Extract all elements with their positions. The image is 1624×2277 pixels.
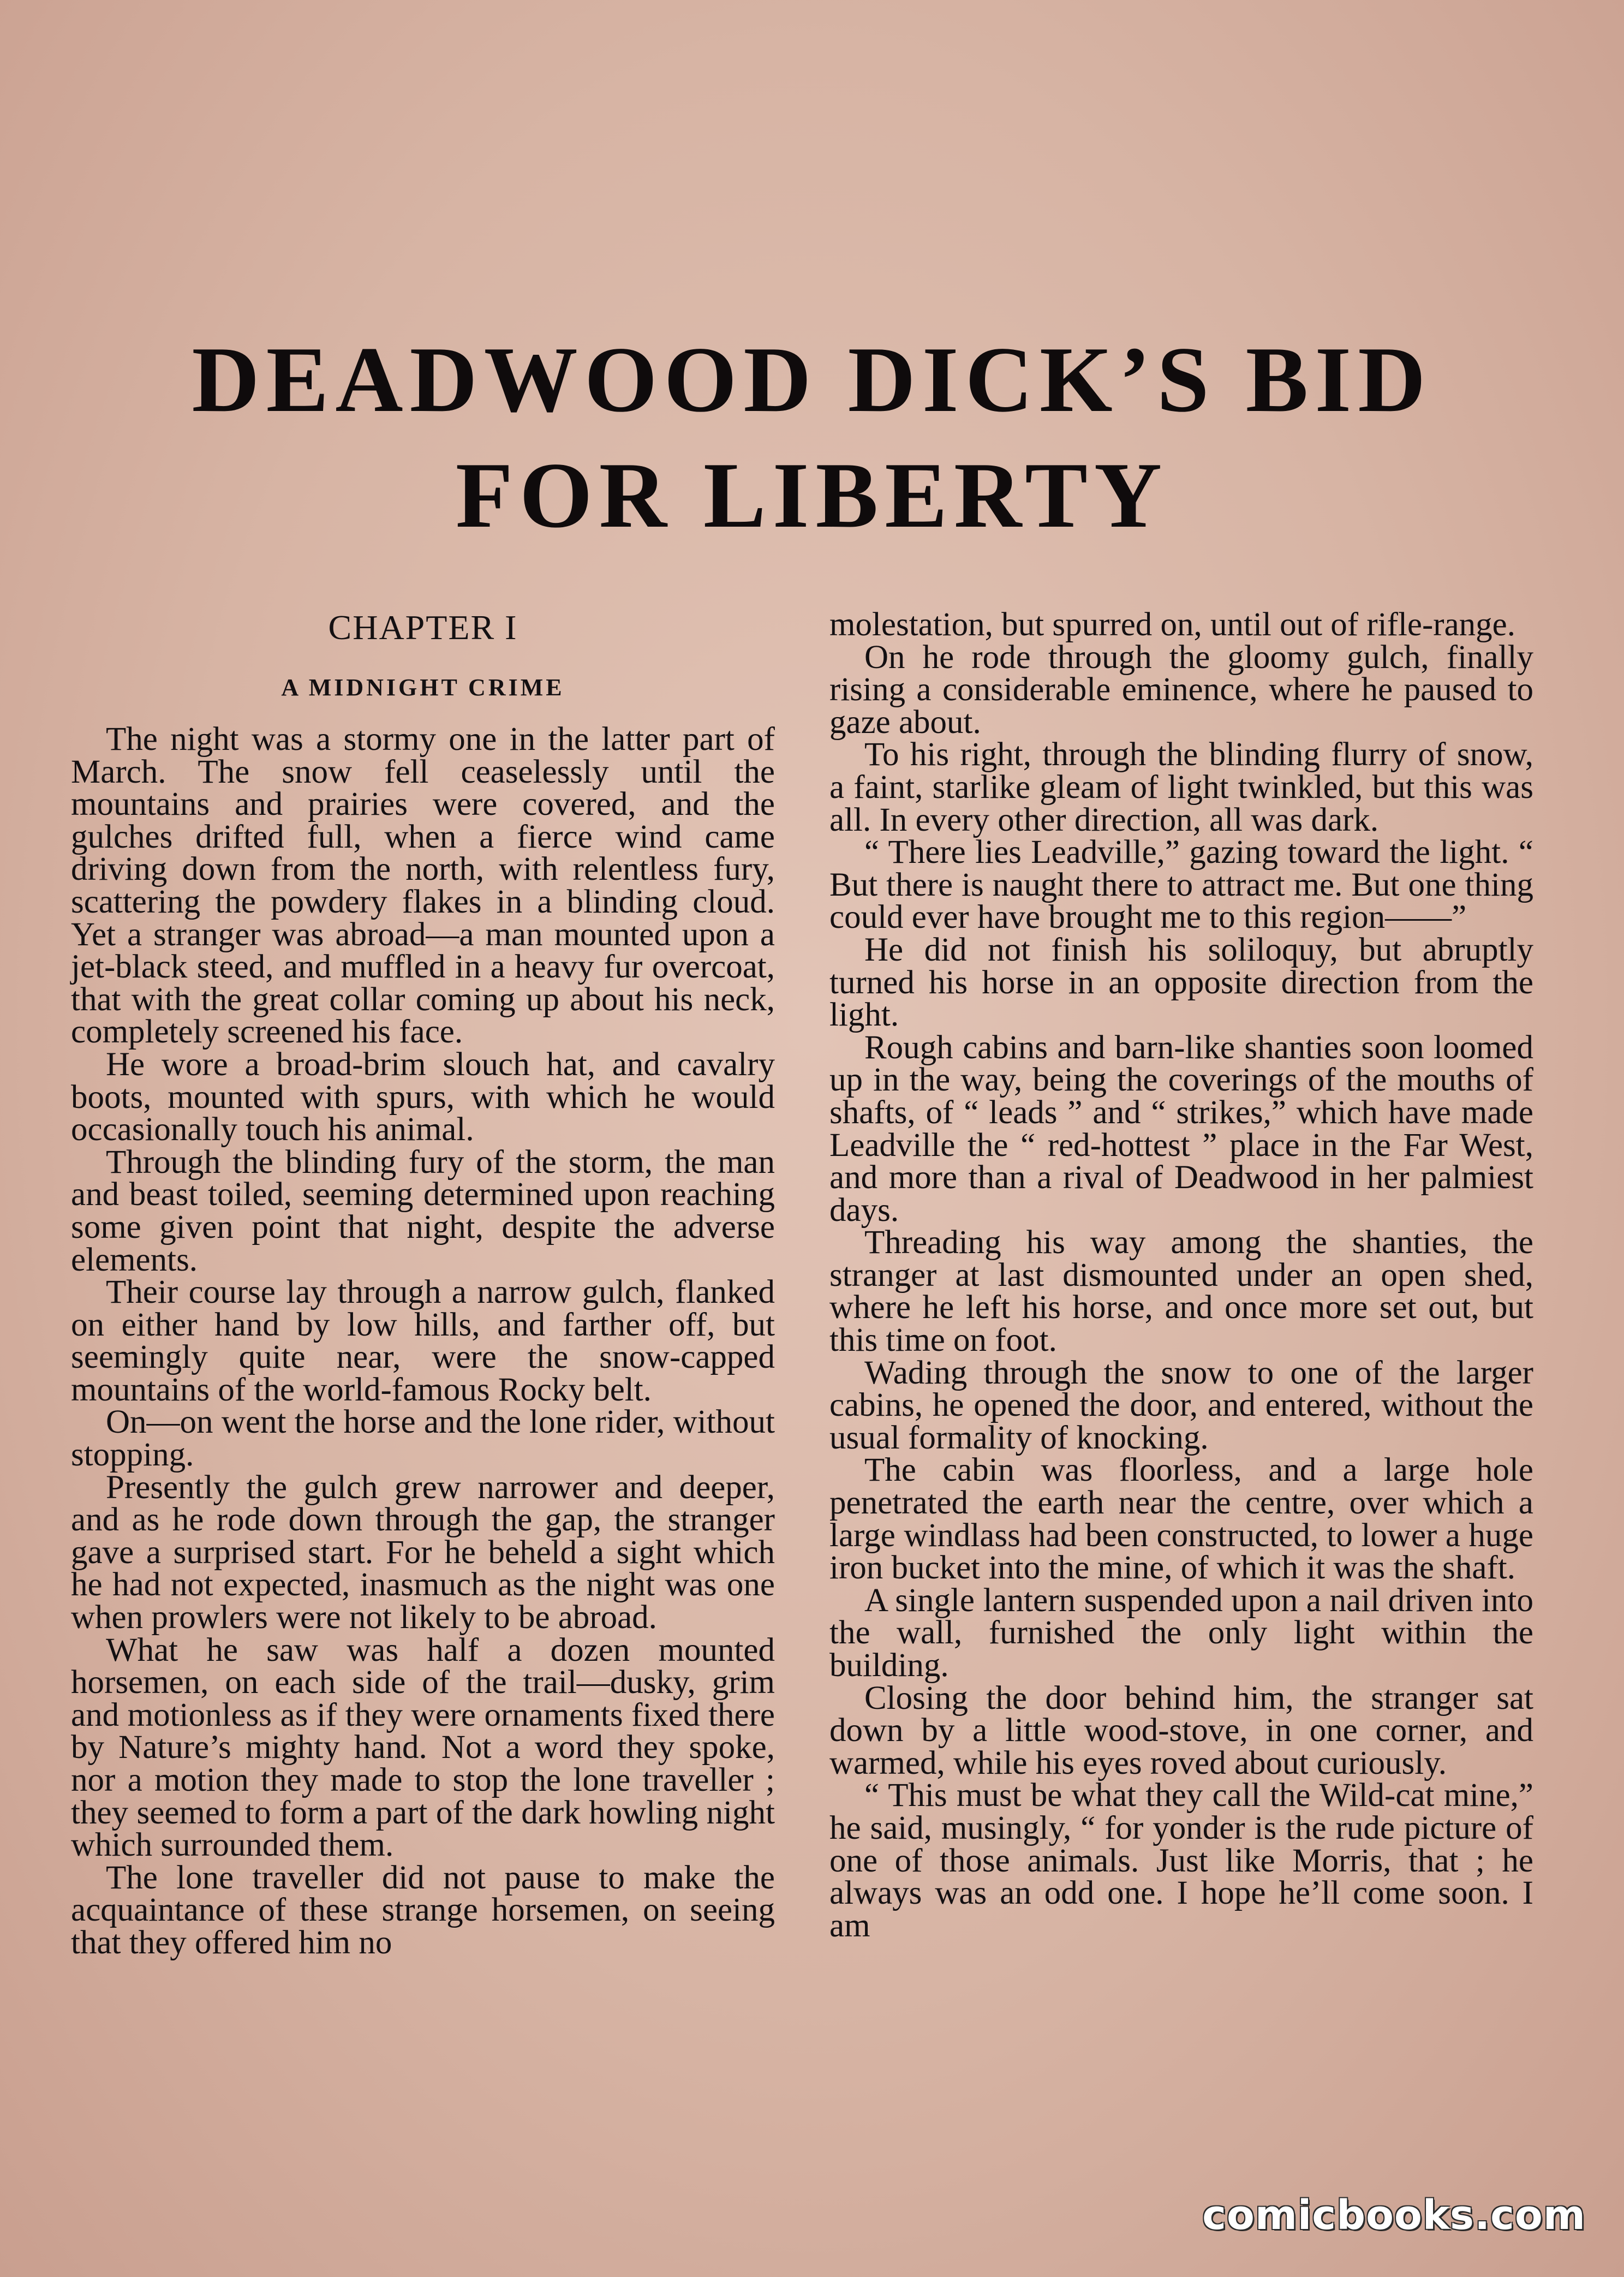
paragraph: Closing the door behind him, the stranger sat down by a little wood-stove, in one corner, and warmed, while his eyes roved about curiously. [829, 1679, 1533, 1781]
paragraph: Through the blinding fury of the storm, the man and beast toiled, seeming determined upon reaching some given point that night, despite the adverse elements. [71, 1143, 775, 1278]
chapter-heading: CHAPTER I [328, 608, 518, 647]
paragraph: Their course lay through a narrow gulch, flanked on either hand by low hills, and farther off, but seemingly quite near, were the snow-capped mountains of the world-famous Rocky belt. [71, 1274, 775, 1408]
paragraph: molestation, but spurred on, until out of rifle-range. [829, 606, 1515, 643]
chapter-subheading: A MIDNIGHT CRIME [281, 674, 565, 701]
paragraph: “ This must be what they call the Wild-cat mine,” he said, musingly, “ for yonder is the rude picture of one of those animals. Just like Morris, that ; he always was an odd one. I hope he’ll come soon. I am [829, 1777, 1533, 1944]
paragraph: Presently the gulch grew narrower and deeper, and as he rode down through the gap, the stranger gave a surprised start. For he beheld a sight which he had not expected, inasmuch as the night was one when prowlers were not likely to be abroad. [71, 1469, 775, 1636]
paragraph: The lone traveller did not pause to make the acquaintance of these strange horsemen, on seeing that they offered him no [71, 1859, 775, 1961]
paragraph: A single lantern suspended upon a nail driven into the wall, furnished the only light within the building. [829, 1582, 1533, 1684]
paragraph: The night was a stormy one in the latter part of March. The snow fell ceaselessly until the mountains and prairies were covered, and the gulches drifted full, when a fierce wind came driving down from the north, with relentless fury, scattering the powdery flakes in a blinding cloud. Yet a stranger was abroad—a man mounted upon a jet-black steed, and muffled in a heavy fur overcoat, that with the great collar coming up about his neck, completely screened his face. [71, 721, 775, 1051]
paragraph: Rough cabins and barn-like shanties soon loomed up in the way, being the coverings of the mouths of shafts, of “ leads ” and “ strikes,” which have made Leadville the “ red-hottest ” place in the Far West, and more than a rival of Deadwood in her palmiest days. [829, 1029, 1533, 1229]
title-line-1: DEADWOOD DICK’S BID [192, 328, 1432, 432]
paragraph: What he saw was half a dozen mounted horsemen, on each side of the trail—dusky, grim and motionless as if they were ornaments fixed there by Nature’s mighty hand. Not a word they spoke, nor a motion they made to stop the lone traveller ; they seemed to form a part of the dark howling night which surrounded them. [71, 1631, 775, 1864]
story-title [0, 322, 1624, 553]
right-column [829, 606, 1533, 1944]
paragraph: On—on went the horse and the lone rider, without stopping. [71, 1404, 775, 1474]
paragraph: The cabin was floorless, and a large hole penetrated the earth near the centre, over which a large windlass had been constructed, to lower a huge iron bucket into the mine, of which it was the shaft. [829, 1452, 1533, 1587]
paragraph: He did not finish his soliloquy, but abruptly turned his horse in an opposite direction from the light. [829, 931, 1533, 1034]
paragraph: “ There lies Leadville,” gazing toward the light. “ But there is naught there to attract me. But one thing could ever have brought me to this region——” [829, 834, 1533, 936]
left-column [71, 609, 775, 1959]
paragraph: To his right, through the blinding flurry of snow, a faint, starlike gleam of light twinkled, but this was all. In every other direction, all was dark. [829, 736, 1533, 838]
site-watermark: comicbooks.com [1202, 2192, 1586, 2239]
paragraph: Threading his way among the shanties, the stranger at last dismounted under an open shed, where he left his horse, and once more set out, but this time on foot. [829, 1224, 1533, 1359]
title-line-2: FOR LIBERTY [455, 444, 1169, 547]
paragraph: On he rode through the gloomy gulch, finally rising a considerable eminence, where he paused to gaze about. [829, 639, 1533, 741]
paragraph: Wading through the snow to one of the larger cabins, he opened the door, and entered, without the usual formality of knocking. [829, 1354, 1533, 1456]
paragraph: He wore a broad-brim slouch hat, and cavalry boots, mounted with spurs, with which he would occasionally touch his animal. [71, 1046, 775, 1148]
